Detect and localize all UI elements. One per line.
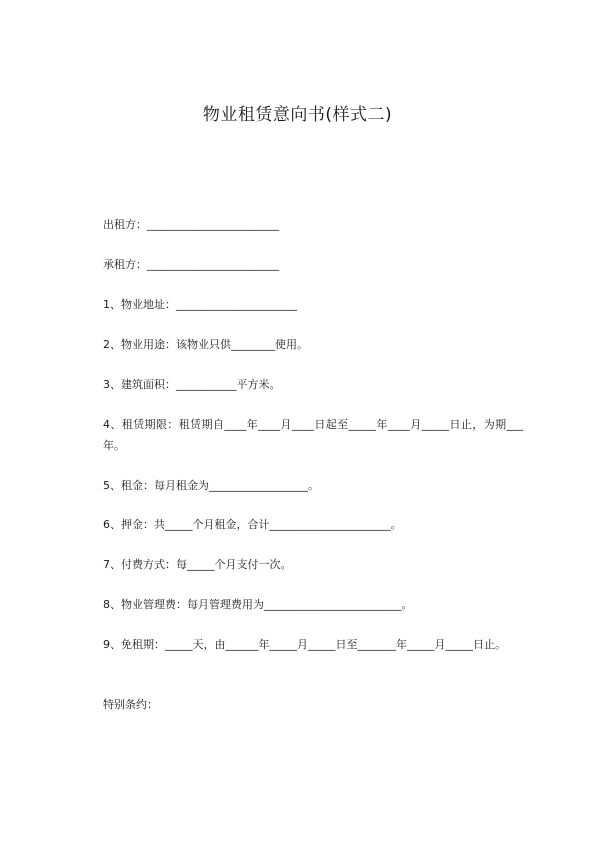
- item-rent: 5、租金：每月租金为__________________。: [103, 479, 319, 492]
- item-management-fee: 8、物业管理费：每月管理费用为_________________________。: [103, 598, 413, 611]
- item-rent-free-period: 9、免租期：_____天，由______年_____月_____日至_______年_____月_____日止。: [103, 638, 506, 651]
- document-title: 物业租赁意向书(样式二): [202, 105, 393, 125]
- lessee-line: 承租方：________________________: [103, 258, 279, 271]
- lessor-line: 出租方：________________________: [103, 218, 279, 231]
- special-terms-heading: 特别条约：: [103, 698, 158, 711]
- item-payment-method: 7、付费方式：每_____个月支付一次。: [103, 558, 292, 571]
- item-property-address: 1、物业地址：______________________: [103, 298, 297, 311]
- item-lease-term: 4、租赁期限：租赁期自____年____月____日起至_____年____月_____日止，为期___年。: [103, 418, 523, 452]
- item-property-use: 2、物业用途：该物业只供________使用。: [103, 338, 308, 351]
- item-floor-area: 3、建筑面积：___________平方米。: [103, 378, 281, 391]
- item-deposit: 6、押金：共_____个月租金，合计______________________。: [103, 518, 402, 531]
